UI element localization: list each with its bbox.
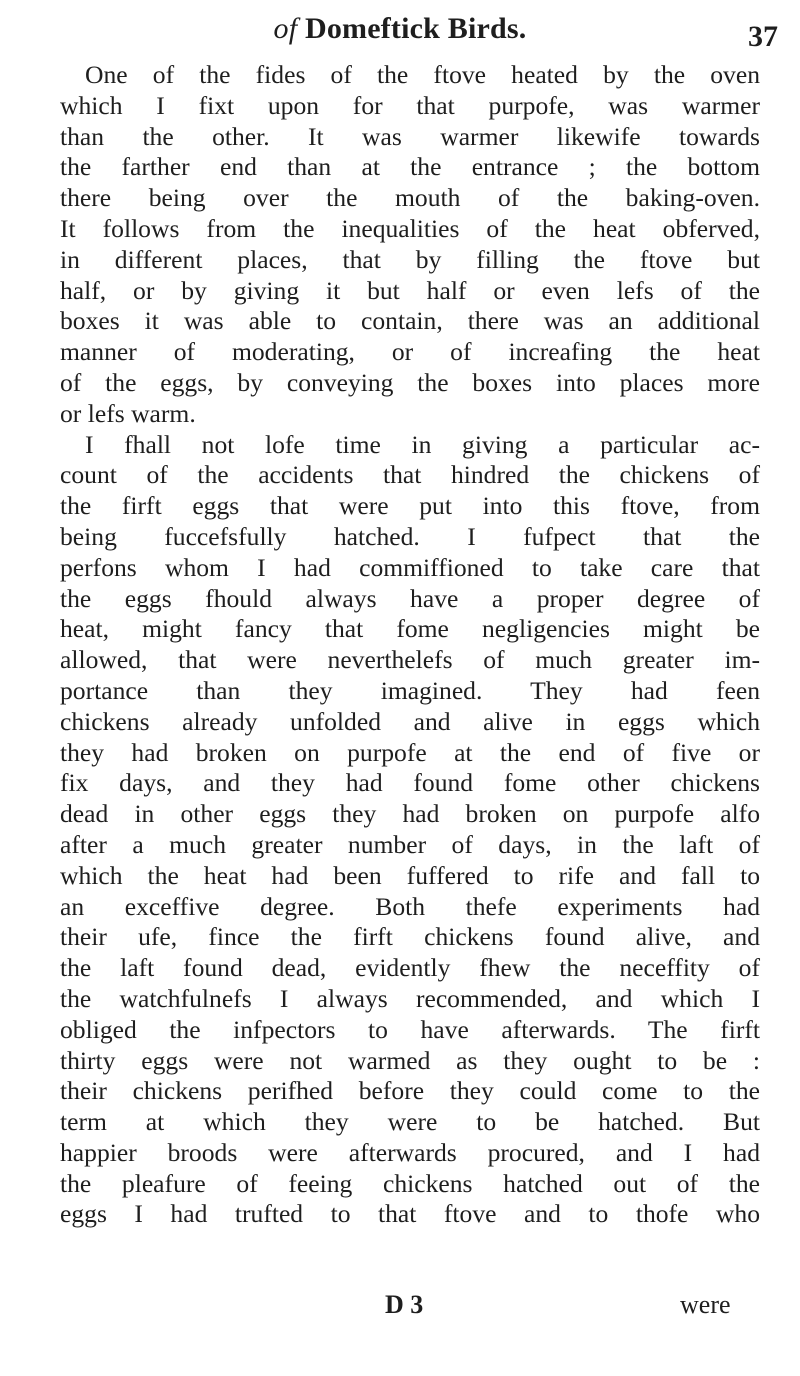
text-line: obliged the infpectors to have afterwards. The firft [60,1014,760,1044]
text-line: dead in other eggs they had broken on purpofe alfo [60,799,760,829]
paragraph-2 [60,430,760,1231]
text-line: after a much greater number of days, in the laft of [60,829,760,859]
text-line: the watchfulnefs I always recommended, and which I [60,983,760,1013]
text-line: an exceffive degree. Both thefe experiments had [60,891,760,921]
text-line: thirty eggs were not warmed as they ought to be : [60,1045,760,1075]
text-line: allowed, that were neverthelefs of much greater im- [60,645,760,675]
text-line: there being over the mouth of the baking-oven. [60,183,760,213]
text-line: It follows from the inequalities of the heat obferved, [60,213,760,243]
text-line: One of the fides of the ftove heated by the oven [85,60,760,89]
page-number: 37 [748,20,778,53]
text-line: portance than they imagined. They had feen [60,675,760,705]
text-line: manner of moderating, or of increafing the heat [60,337,760,367]
running-head-prefix: of [273,12,298,45]
text-line: than the other. It was warmer likewife towards [60,121,760,151]
text-line: they had broken on purpofe at the end of five or [60,737,760,767]
text-line: boxes it was able to contain, there was an additional [60,306,760,336]
text-line: chickens already unfolded and alive in eggs which [60,706,760,736]
text-line: the eggs fhould always have a proper degree of [60,583,760,613]
running-head [0,12,800,52]
text-line: their ufe, fince the firft chickens found alive, and [60,922,760,952]
text-line: being fuccefsfully hatched. I fufpect that the [60,521,760,551]
text-line: in different places, that by filling the ftove but [60,244,760,274]
text-line: happier broods were afterwards procured, and I had [60,1137,760,1167]
text-line: perfons whom I had commiffioned to take care that [60,552,760,582]
text-line: or lefs warm. [60,398,196,428]
text-line: the firft eggs that were put into this ftove, from [60,491,760,521]
signature-mark: D 3 [385,1290,424,1319]
text-line: which I fixt upon for that purpofe, was warmer [60,90,760,120]
text-line: eggs I had trufted to that ftove and to thofe who [60,1199,760,1229]
text-line: count of the accidents that hindred the chickens of [60,460,760,490]
running-head-text: Domeftick Birds. [304,12,527,45]
text-line: which the heat had been fuffered to rife and fall to [60,860,760,890]
text-line: half, or by giving it but half or even lefs of the [60,275,760,305]
text-line: fix days, and they had found fome other chickens [60,768,760,798]
text-line: the laft found dead, evidently fhew the neceffity of [60,953,760,983]
text-line: the farther end than at the entrance ; the bottom [60,152,760,182]
paragraph-1 [60,60,760,430]
body-text [60,60,760,1230]
text-line: heat, might fancy that fome negligencies might be [60,614,760,644]
page-footer [0,1288,800,1322]
text-line: of the eggs, by conveying the boxes into places more [60,367,760,397]
text-line: I fhall not lofe time in giving a particular ac- [85,429,760,459]
text-line: the pleafure of feeing chickens hatched out of the [60,1168,760,1198]
running-head-title [0,12,800,46]
catchword: were [680,1290,731,1319]
text-line: their chickens perifhed before they could come to the [60,1076,760,1106]
text-line: term at which they were to be hatched. But [60,1107,760,1137]
